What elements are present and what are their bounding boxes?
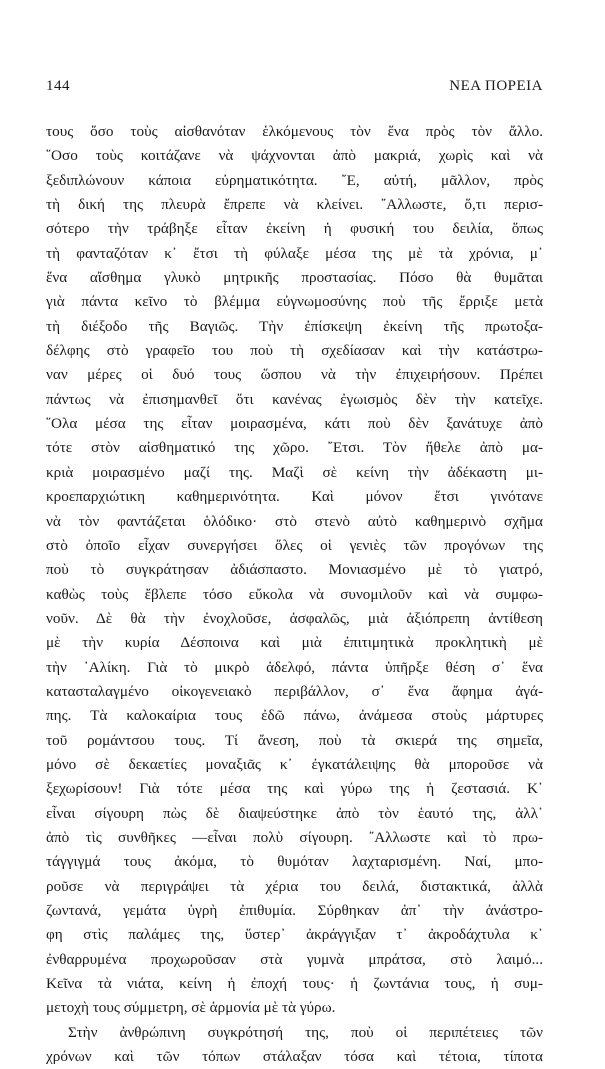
text-line: τὴ φανταζόταν κ᾽ ἔτσι τὴ φύλαξε μέσα της μὲ τὰ χρόνια, μ᾽ [46,244,543,262]
running-header [46,78,543,102]
text-line: χρόνων καὶ τῶν τόπων στάλαξαν τόσα καὶ τέτοια, τίποτα [46,1048,543,1066]
text-line: φη στὶς παλάμες της, ὕστερ᾽ ἀκράγγιξαν τ᾽ ἀκροδάχτυλα κ᾽ [46,926,543,944]
text-line: κροεπαρχιώτικη καθημερινότητα. Καὶ μόνον ἔτσι γινότανε [46,488,543,506]
text-line: ροῦσε νὰ περιγράψει τὰ χέρια του δειλά, διστακτικά, ἀλλὰ [46,877,543,895]
text-line: τὴ διέξοδο τῆς Βαγιῶς. Τὴν ἐπίσκεψη ἐκείνη τῆς πρωτοξα- [46,317,543,335]
body-text [46,120,543,1069]
text-line: ἀπὸ τὶς συνθῆκες —εἶναι πολὺ σίγουρη. ῎Αλλωστε καὶ τὸ πρω- [46,828,543,846]
text-line: τους ὅσο τοὺς αἰσθανόταν ἑλκόμενους τὸν ἕνα πρὸς τὸν ἄλλο. [46,123,543,140]
text-line: μόνο σὲ δεκαετίες μοναξιᾶς κ᾽ ἐγκατάλειψης θὰ μποροῦσε νὰ [46,755,543,773]
text-line: ἕνα αἴσθημα γλυκὸ μητρικῆς προστασίας. Πόσο θὰ θυμᾶται [46,269,543,287]
text-line: καθὼς τοὺς ἔβλεπε τόσο εὔκολα νὰ συνομιλοῦν καὶ νὰ συμφω- [46,585,543,603]
text-line: ζωντανά, γεμάτα ὑγρὴ ἐπιθυμία. Σύρθηκαν ἀπ᾽ τὴν ἀνάστρο- [46,902,543,919]
text-line: τοῦ ρομάντσου τους. Τί ἄνεση, ποὺ τὰ σκιερά της σημεῖα, [46,731,543,749]
text-line: Στὴν ἀνθρώπινη συγκρότησή της, ποὺ οἱ περιπέτειες τῶν [68,1023,543,1041]
text-line: νὰ τὸν φαντάζεται ὁλόδικο· στὸ στενὸ αὐτὸ καθημερινὸ σχῆμα [46,512,543,530]
text-line: πάντως νὰ ἐπισημανθεῖ ὅτι κανένας ἐγωισμὸς δὲν τὴν κατεῖχε. [46,390,543,408]
running-title: ΝΕΑ ΠΟΡΕΙΑ [449,78,543,94]
text-line: τότε στὸν αἰσθηματικό της χῶρο. ῎Ετσι. Τὸν ἤθελε ἀπὸ μα- [46,439,543,457]
text-line: πης. Τὰ καλοκαίρια τους ἐδῶ πάνω, ἀνάμεσα στοὺς μάρτυρες [46,707,543,725]
text-line: ξεχωρίσουν! Γιὰ τότε μέσα της καὶ γύρω της ἡ ζεστασιά. Κ᾽ [46,780,543,798]
text-line: ῞Ολα μέσα της εἶταν μοιρασμένα, κάτι ποὺ δὲν ξανάτυχε ἀπὸ [46,415,543,433]
text-line: τάγγιγμά τους ἀκόμα, τὸ θυμόταν λαχταρισμένη. Ναί, μπο- [46,853,543,871]
text-line: ποὺ τὸ συγκράτησαν ἀδιάσπαστο. Μονιασμένο μὲ τὸ γιατρό, [46,561,543,579]
page-number: 144 [46,78,70,94]
text-line: τὴ δική της πλευρὰ ἔπρεπε νὰ κλείνει. ῎Αλλωστε, ὅ,τι περισ- [46,196,543,214]
text-line: στὸ ὁποῖο εἶχαν συνεργήσει ὅλες οἱ γενιὲς τῶν προγόνων της [46,536,543,554]
text-line: ἐνθαρρυμένα προχωροῦσαν στὰ γυμνὰ μπράτσα, στὸ λαιμό... [46,950,543,968]
text-line: κατασταλαγμένο οἰκογενειακὸ περιβάλλον, σ᾽ ἕνα ἄφημα ἀγά- [46,682,543,700]
text-line: εἶναι σίγουρη πὼς δὲ διαψεύστηκε ἀπὸ τὸν ἑαυτό της, ἀλλ᾽ [46,804,543,822]
text-line: ναν μέρες οἱ δυό τους ὥσπου νὰ τὴν ἐπιχειρήσουν. Πρέπει [46,366,543,384]
text-line: δέλφης στὸ γραφεῖο του ποὺ τὴ σχεδίασαν καὶ τὴν κατάστρω- [46,342,543,360]
text-line: νοῦν. Δὲ θὰ τὴν ἐνοχλοῦσε, ἀσφαλῶς, μιὰ ἀξιόπρεπη ἀντίθεση [46,609,543,627]
text-line: μετοχὴ τους σύμμετρη, σὲ ἁρμονία μὲ τὰ γύρω. [46,999,336,1017]
text-line: τὴν ᾽Αλίκη. Γιὰ τὸ μικρὸ ἀδελφό, πάντα ὑπῆρξε θέση σ᾽ ἕνα [46,658,543,676]
text-line: σότερο τὴν τράβηξε εἶταν ἐκείνη ἡ φυσική του δειλία, ὅπως [46,220,543,238]
text-line: κριὰ μοιρασμένο μαζί της. Μαζὶ σὲ κείνη τὴν ἀδέκαστη μι- [46,463,543,481]
text-line: μὲ τὴν κυρία Δέσποινα καὶ μιὰ ἐπιτιμητικὰ προκλητικὴ μὲ [46,634,543,652]
text-line: ῞Οσο τοὺς κοιτάζανε νὰ ψάχνονται ἀπὸ μακριά, χωρὶς καὶ νὰ [46,147,543,165]
text-line: ξεδιπλώνουν κάποια εὐρηματικότητα. ῎Ε, αὐτή, μᾶλλον, πρὸς [46,171,543,189]
text-line: Κεῖνα τὰ νιάτα, κείνη ἡ ἐποχή τους· ἡ ζωντάνια τους, ἡ συμ- [46,975,543,993]
text-line: γιὰ πάντα κεῖνο τὸ βλέμμα εὐγνωμοσύνης ποὺ τῆς ἔρριξε μετὰ [46,293,543,311]
